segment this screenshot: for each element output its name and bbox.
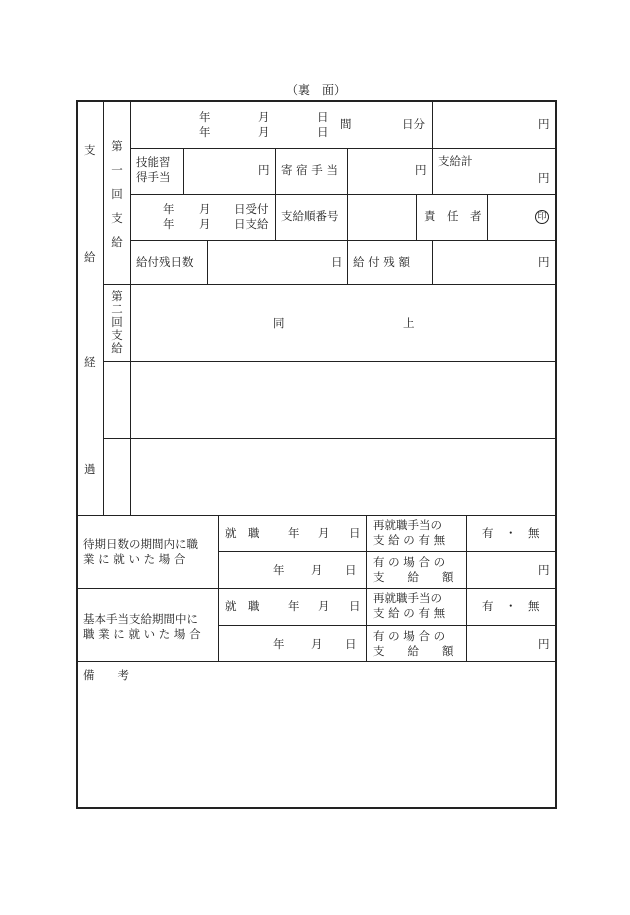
first-label-5: 給 [111, 235, 123, 249]
kihon-q2-line1: 有 の 場 合 の [373, 629, 446, 643]
v-low-c [466, 515, 467, 661]
days-unit: 日分 [402, 117, 425, 131]
kihon-yes-no: 有 ・ 無 [482, 599, 540, 613]
col-divider-2 [130, 101, 131, 515]
kihon-q2-line2: 支 給 額 [373, 644, 454, 658]
date-day-1: 日 [317, 110, 329, 124]
v-row3-d [487, 194, 488, 240]
row-line-10 [218, 625, 556, 626]
row-line-8 [218, 551, 556, 552]
row-line-7 [77, 515, 556, 516]
side-label-kei: 経 [84, 355, 96, 369]
row-line-2 [130, 194, 556, 195]
kihon-day: 日 [349, 599, 361, 613]
taiki-label-line2: 業 に 就 い た 場 合 [83, 552, 186, 566]
taiki-q1-line1: 再就職手当の [373, 518, 442, 532]
v-low-b [366, 515, 367, 661]
row-line-6 [103, 438, 556, 439]
second-label-5: 給 [111, 341, 123, 355]
skill-allowance-line1: 技能習 [136, 155, 171, 169]
order-number-label: 支給順番号 [281, 209, 339, 223]
kihon-month-2: 月 [311, 637, 323, 651]
date-day-2: 日 [317, 125, 329, 139]
v-row4-c [432, 240, 433, 284]
date-year-2: 年 [199, 125, 211, 139]
taiki-day: 日 [349, 526, 361, 540]
period-label: 間 [340, 117, 352, 131]
taiki-yes-no: 有 ・ 無 [482, 526, 540, 540]
v-row4-a [207, 240, 208, 284]
v-row3-b [347, 194, 348, 240]
payment-label: 日支給 [234, 217, 269, 231]
taiki-month-2: 月 [311, 563, 323, 577]
side-label-ka: 過 [84, 462, 96, 476]
date-month-2: 月 [258, 125, 270, 139]
v-row2-b [275, 148, 276, 194]
v-row1-split [432, 101, 433, 194]
taiki-month: 月 [318, 526, 330, 540]
receipt-month: 月 [199, 202, 211, 216]
kihon-month: 月 [318, 599, 330, 613]
kihon-year-2: 年 [273, 637, 285, 651]
receipt-year: 年 [163, 202, 175, 216]
same-as-above-1: 同 [273, 316, 285, 330]
taiki-day-2: 日 [345, 563, 357, 577]
row-line-11 [77, 661, 556, 662]
receipt-label: 日受付 [234, 202, 269, 216]
side-label-kyu: 給 [84, 250, 96, 264]
kihon-employment: 就 職 [225, 599, 260, 613]
kihon-q1-line2: 支 給 の 有 無 [373, 606, 446, 620]
v-row3-c [416, 194, 417, 240]
yen-1: 円 [538, 117, 550, 131]
taiki-year: 年 [288, 526, 300, 540]
boarding-allowance-label: 寄 宿 手 当 [281, 163, 338, 177]
side-label-shi: 支 [84, 143, 96, 157]
kihon-label-line2: 職 業 に 就 い た 場 合 [83, 627, 201, 641]
second-label-2: 二 [111, 302, 123, 316]
second-label-4: 支 [111, 328, 123, 342]
kihon-q1-line1: 再就職手当の [373, 591, 442, 605]
responsible-person-label: 責 任 者 [424, 209, 482, 223]
day-unit: 日 [331, 255, 343, 269]
total-label: 支給計 [438, 154, 473, 168]
remaining-days-label: 給付残日数 [136, 255, 194, 269]
row-line-5 [103, 361, 556, 362]
taiki-yen: 円 [538, 563, 550, 577]
seal-mark: 印 [535, 210, 549, 224]
kihon-day-2: 日 [345, 637, 357, 651]
row-line-1 [130, 148, 556, 149]
yen-4: 円 [538, 171, 550, 185]
v-row2-a [183, 148, 184, 194]
v-low-a [218, 515, 219, 661]
second-label-3: 回 [111, 315, 123, 329]
remaining-amount-label: 給 付 残 額 [353, 255, 410, 269]
first-label-2: 一 [111, 163, 123, 177]
col-divider-1 [103, 101, 104, 515]
yen-5: 円 [538, 255, 550, 269]
skill-allowance-line2: 得手当 [136, 170, 171, 184]
first-label-3: 回 [111, 187, 123, 201]
frame-top [76, 100, 557, 102]
kihon-yen: 円 [538, 637, 550, 651]
payment-month: 月 [199, 217, 211, 231]
row-line-4 [103, 284, 556, 285]
date-month-1: 月 [258, 110, 270, 124]
row-line-3 [130, 240, 556, 241]
taiki-q1-line2: 支 給 の 有 無 [373, 533, 446, 547]
kihon-label-line1: 基本手当支給期間中に [83, 612, 198, 626]
row-line-9 [77, 588, 556, 589]
taiki-q2-line1: 有 の 場 合 の [373, 555, 446, 569]
frame-bottom [76, 807, 557, 809]
remarks-label: 備 考 [83, 668, 129, 682]
second-label-1: 第 [111, 289, 123, 303]
same-as-above-2: 上 [403, 316, 415, 330]
kihon-year: 年 [288, 599, 300, 613]
yen-2: 円 [258, 163, 270, 177]
frame-right [555, 100, 557, 809]
payment-year: 年 [163, 217, 175, 231]
taiki-employment: 就 職 [225, 526, 260, 540]
v-row2-c [347, 148, 348, 194]
frame-left [76, 100, 78, 809]
taiki-q2-line2: 支 給 額 [373, 570, 454, 584]
yen-3: 円 [415, 163, 427, 177]
page-title: （裏 面） [286, 83, 347, 97]
v-row4-b [347, 240, 348, 284]
taiki-label-line1: 待期日数の期間内に職 [83, 537, 198, 551]
first-label-1: 第 [111, 139, 123, 153]
v-row3-a [275, 194, 276, 240]
taiki-year-2: 年 [273, 563, 285, 577]
first-label-4: 支 [111, 211, 123, 225]
date-year-1: 年 [199, 110, 211, 124]
